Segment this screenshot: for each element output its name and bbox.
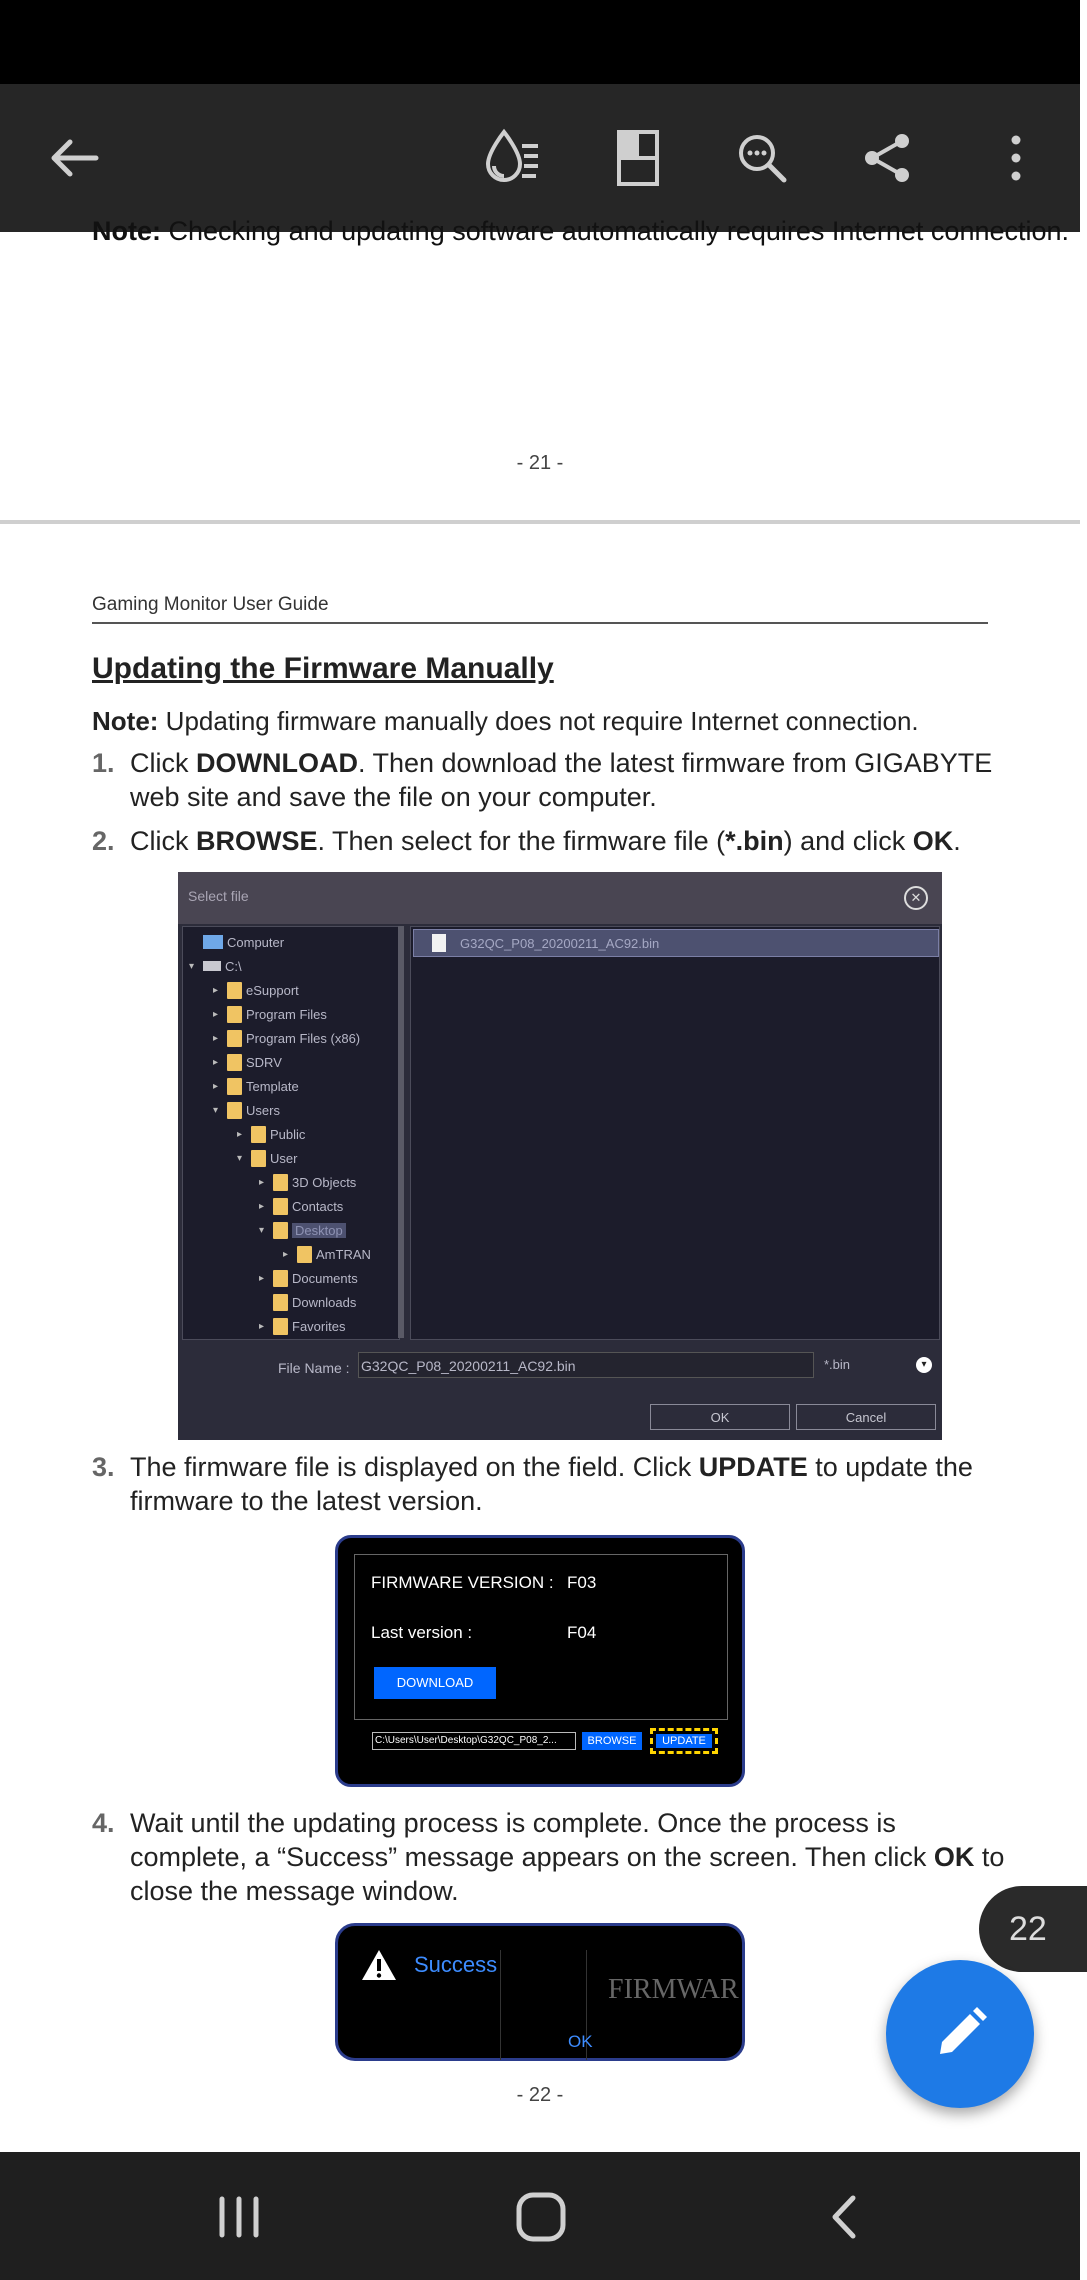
tree-item: ▸ SDRV bbox=[213, 1054, 282, 1070]
tree-item: ▸ eSupport bbox=[213, 982, 299, 998]
tree-item: ▸ Public bbox=[237, 1126, 306, 1142]
reading-mode-icon bbox=[480, 126, 544, 190]
firmware-panel-image bbox=[335, 1535, 745, 1787]
tree-item: ▾ Users bbox=[213, 1102, 280, 1118]
success-panel-image bbox=[335, 1923, 745, 2061]
status-bar bbox=[0, 0, 1080, 84]
search-icon bbox=[734, 130, 790, 186]
tree-item: ▸ Favorites bbox=[259, 1318, 346, 1334]
fw-version-value: F03 bbox=[567, 1573, 597, 1592]
home-icon bbox=[515, 2191, 567, 2243]
dialog-cancel-button: Cancel bbox=[796, 1404, 936, 1430]
section-title: Updating the Firmware Manually bbox=[92, 652, 554, 685]
download-button-image: DOWNLOAD bbox=[374, 1667, 496, 1699]
update-button-highlight bbox=[650, 1728, 718, 1754]
recent-apps-icon bbox=[214, 2195, 264, 2239]
success-title: Success bbox=[414, 1952, 498, 1977]
back-nav-button[interactable] bbox=[798, 2182, 888, 2252]
file-name-label: File Name : bbox=[278, 1360, 350, 1376]
file-icon bbox=[432, 934, 446, 952]
tree-item: ▸ Program Files (x86) bbox=[213, 1030, 361, 1046]
select-file-dialog-image bbox=[178, 872, 942, 1440]
page-separator bbox=[0, 520, 1080, 524]
warning-icon bbox=[360, 1948, 398, 1982]
page-number-21: - 21 - bbox=[516, 452, 564, 474]
dialog-titlebar: Select file ✕ bbox=[178, 872, 942, 924]
tree-item: ▸ AmTRAN bbox=[283, 1246, 371, 1262]
file-name-field: G32QC_P08_20200211_AC92.bin bbox=[358, 1352, 814, 1378]
update-button-image: UPDATE bbox=[656, 1734, 712, 1748]
tree-item: ▸ Program Files bbox=[213, 1006, 327, 1022]
divider bbox=[500, 1950, 501, 2060]
header-rule bbox=[92, 622, 988, 624]
back-button[interactable] bbox=[30, 114, 118, 202]
tree-item: ▾ C:\ bbox=[189, 958, 242, 974]
file-type-filter: *.bin ▾ bbox=[818, 1352, 936, 1378]
folder-tree bbox=[182, 926, 400, 1340]
tree-item: Downloads bbox=[259, 1291, 356, 1313]
tree-scrollbar bbox=[398, 926, 404, 1338]
home-button[interactable] bbox=[496, 2182, 586, 2252]
fw-version-label: FIRMWARE VERSION : bbox=[371, 1573, 554, 1592]
back-icon bbox=[825, 2192, 861, 2242]
guide-header: Gaming Monitor User Guide bbox=[92, 594, 329, 615]
tree-item: ▸ Template bbox=[213, 1078, 299, 1094]
edit-fab-button[interactable] bbox=[886, 1960, 1034, 2108]
pdf-page-view[interactable]: Note: Checking and updating software automatically requires Internet connection. - 21 - Gaming Monitor User Guide Updating the Firmware Manually Note: Updating firmware manually does not require Internet connection. 1. Click DOWNLOAD. Then download the latest firmware from GIGABYTE web site and save the file on your computer. 2. Click BROWSE. Then select for the firmware file (*.bin) and click OK. Select file ✕ Computer ▾ C:\ ▸ eSupport ▸ Program Files ▸ Program Files (x86) ▸ SDRV ▸ Template ▾ Users ▸ Public ▾ User ▸ 3D Objects ▸ Contacts ▾ Desktop ▸ AmTRAN ▸ Documents Downloads ▸ Favorites G32QC_P08_20200211_AC92.bin File Name : G32QC_P08_20200211_AC92.bin *.bin ▾ OK Cancel 3. The firmware file is displayed on the field. Click UPDATE to update the firmware to the latest version. FIRMWARE VERSION : F03 Last version : F04 DOWNLOAD C:\Users\User\Desktop\G32QC_P08_2... BROWSE UPDATE 4. Wait until the updating process is complete. Once the process is complete, a “Success” message appears on the screen. Then click OK to close the message window. Success FIRMWAR OK - 22 - bbox=[0, 232, 1080, 2152]
pencil-edit-icon bbox=[928, 2002, 992, 2066]
recent-apps-button[interactable] bbox=[194, 2182, 284, 2252]
file-list bbox=[410, 926, 940, 1340]
arrow-left-icon bbox=[48, 138, 100, 178]
bookmark-icon bbox=[613, 128, 663, 188]
tree-item-selected: ▾ Desktop bbox=[259, 1219, 346, 1241]
tree-item: ▸ Documents bbox=[259, 1270, 358, 1286]
bookmark-button[interactable] bbox=[594, 114, 682, 202]
more-options-button[interactable] bbox=[972, 114, 1060, 202]
search-button[interactable] bbox=[718, 114, 806, 202]
browse-button-image: BROWSE bbox=[582, 1732, 642, 1750]
firmware-path-field: C:\Users\User\Desktop\G32QC_P08_2... bbox=[372, 1732, 576, 1750]
top-toolbar bbox=[0, 84, 1080, 232]
page-indicator[interactable]: 22 bbox=[979, 1886, 1087, 1972]
tree-item: ▸ Contacts bbox=[259, 1198, 344, 1214]
more-vert-icon bbox=[1009, 133, 1023, 183]
reading-mode-button[interactable] bbox=[468, 114, 556, 202]
tree-item: ▾ User bbox=[237, 1150, 298, 1166]
page-number-22: - 22 - bbox=[516, 2084, 564, 2106]
last-version-value: F04 bbox=[567, 1623, 597, 1642]
share-icon bbox=[860, 131, 914, 185]
tree-item: ▸ 3D Objects bbox=[259, 1174, 357, 1190]
background-firmware-text: FIRMWAR bbox=[608, 1974, 739, 2005]
file-item-selected: G32QC_P08_20200211_AC92.bin bbox=[413, 929, 939, 957]
close-icon: ✕ bbox=[904, 886, 928, 910]
chevron-down-icon: ▾ bbox=[916, 1357, 932, 1373]
tree-item: Computer bbox=[189, 931, 284, 953]
system-navigation-bar bbox=[0, 2152, 1080, 2280]
dialog-ok-button: OK bbox=[650, 1404, 790, 1430]
success-ok-button-image: OK bbox=[568, 2032, 593, 2051]
share-button[interactable] bbox=[843, 114, 931, 202]
last-version-label: Last version : bbox=[371, 1623, 473, 1642]
cut-off-note: Note: Checking and updating software automatically requires Internet connection. bbox=[92, 216, 1070, 246]
note-paragraph: Note: Updating firmware manually does not require Internet connection. bbox=[92, 706, 919, 736]
